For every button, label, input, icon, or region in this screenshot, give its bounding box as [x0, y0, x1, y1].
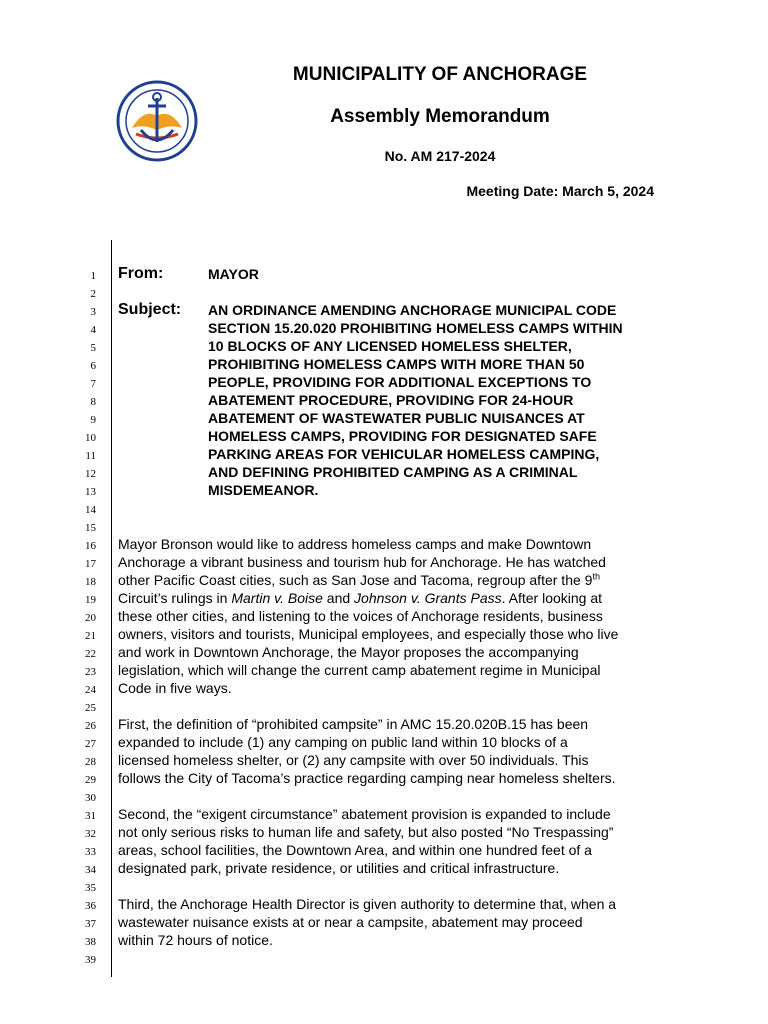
text-line: follows the City of Tacoma’s practice regarding camping near homeless shelters. [118, 770, 616, 786]
line-number: 1 [90, 270, 96, 282]
line-number: 21 [85, 630, 96, 642]
municipality-seal-icon [116, 80, 198, 162]
line-number: 16 [85, 540, 96, 552]
line-number: 30 [85, 792, 96, 804]
line-number: 7 [90, 378, 96, 390]
subject-line: AND DEFINING PROHIBITED CAMPING AS A CRIMINAL [208, 464, 578, 480]
line-number: 24 [85, 684, 96, 696]
subject-label: Subject: [118, 301, 182, 318]
text-line: Third, the Anchorage Health Director is given authority to determine that, when a [118, 896, 617, 912]
line-number: 34 [85, 864, 96, 876]
line-number: 29 [85, 774, 96, 786]
line-number: 11 [85, 450, 96, 462]
line-number: 36 [85, 900, 96, 912]
document-type: Assembly Memorandum [330, 106, 550, 127]
line-number: 15 [85, 522, 96, 534]
from-row [118, 265, 668, 283]
line-number: 28 [85, 756, 96, 768]
line-number: 10 [85, 432, 96, 444]
paragraph-first [118, 715, 668, 787]
subject-line: PARKING AREAS FOR VEHICULAR HOMELESS CAMPING, [208, 446, 600, 462]
text-line: Circuit’s rulings in Martin v. Boise and Johnson v. Grants Pass. After looking at [118, 590, 603, 606]
line-number: 37 [85, 918, 96, 930]
line-number: 27 [85, 738, 96, 750]
subject-line: HOMELESS CAMPS, PROVIDING FOR DESIGNATED SAFE [208, 428, 597, 444]
memo-body [118, 265, 668, 949]
subject-line: PROHIBITING HOMELESS CAMPS WITH MORE THAN 50 [208, 356, 585, 372]
subject-line: ABATEMENT PROCEDURE, PROVIDING FOR 24-HOUR [208, 392, 574, 408]
line-number: 26 [85, 720, 96, 732]
line-number: 23 [85, 666, 96, 678]
text-line: owners, visitors and tourists, Municipal employees, and especially those who live [118, 626, 619, 642]
line-number: 35 [85, 882, 96, 894]
subject-line: ABATEMENT OF WASTEWATER PUBLIC NUISANCES AT [208, 410, 585, 426]
paragraph-third [118, 895, 668, 949]
subject-row [118, 301, 668, 499]
line-number: 9 [90, 414, 96, 426]
line-number: 38 [85, 936, 96, 948]
line-number: 18 [85, 576, 96, 588]
paragraph-intro [118, 535, 668, 697]
text-line: First, the definition of “prohibited campsite” in AMC 15.20.020B.15 has been [118, 716, 589, 732]
line-number: 6 [90, 360, 96, 372]
ordinal-suffix: th [592, 571, 600, 582]
line-numbers [60, 267, 96, 969]
line-number: 14 [85, 504, 96, 516]
line-number: 39 [85, 954, 96, 966]
line-number: 5 [90, 342, 96, 354]
line-number: 19 [85, 594, 96, 606]
subject-line: 10 BLOCKS OF ANY LICENSED HOMELESS SHELTER, [208, 338, 572, 354]
text-line: these other cities, and listening to the voices of Anchorage residents, business [118, 608, 603, 624]
line-number: 3 [90, 306, 96, 318]
line-number: 22 [85, 648, 96, 660]
from-label: From: [118, 265, 164, 282]
case-name: Martin v. Boise [231, 590, 323, 606]
paragraph-second [118, 805, 668, 877]
text-line: wastewater nuisance exists at or near a campsite, abatement may proceed [118, 914, 583, 930]
subject-line: SECTION 15.20.020 PROHIBITING HOMELESS CAMPS WITHIN [208, 320, 623, 336]
line-number: 31 [85, 810, 96, 822]
organization-title: MUNICIPALITY OF ANCHORAGE [292, 64, 588, 85]
line-number: 17 [85, 558, 96, 570]
text-line: other Pacific Coast cities, such as San Jose and Tacoma, regroup after the 9th [118, 571, 600, 588]
text-line: legislation, which will change the current camp abatement regime in Municipal [118, 662, 601, 678]
line-number: 25 [85, 702, 96, 714]
text-line: Second, the “exigent circumstance” abatement provision is expanded to include [118, 806, 611, 822]
text-line: Anchorage a vibrant business and tourism hub for Anchorage. He has watched [118, 554, 606, 570]
subject-line: AN ORDINANCE AMENDING ANCHORAGE MUNICIPAL CODE [208, 302, 617, 318]
text-line: within 72 hours of notice. [118, 932, 273, 948]
text-line: Code in five ways. [118, 680, 232, 696]
text-line: designated park, private residence, or utilities and critical infrastructure. [118, 860, 560, 876]
margin-rule [111, 240, 112, 977]
line-number: 13 [85, 486, 96, 498]
text-line: areas, school facilities, the Downtown Area, and within one hundred feet of a [118, 842, 592, 858]
line-number: 32 [85, 828, 96, 840]
line-number: 4 [90, 324, 96, 336]
line-number: 2 [90, 288, 96, 300]
text-line: and work in Downtown Anchorage, the Mayor proposes the accompanying [118, 644, 579, 660]
memo-number: No. AM 217-2024 [384, 148, 496, 164]
from-value: MAYOR [208, 266, 259, 282]
line-number: 12 [85, 468, 96, 480]
line-number: 8 [90, 396, 96, 408]
line-number: 33 [85, 846, 96, 858]
text-line: not only serious risks to human life and safety, but also posted “No Trespassing” [118, 824, 614, 840]
subject-text [208, 301, 668, 499]
meeting-date: Meeting Date: March 5, 2024 [466, 183, 654, 199]
text-line: licensed homeless shelter, or (2) any campsite with over 50 individuals. This [118, 752, 589, 768]
case-name: Johnson v. Grants Pass [354, 590, 502, 606]
text-line: expanded to include (1) any camping on public land within 10 blocks of a [118, 734, 568, 750]
line-number: 20 [85, 612, 96, 624]
subject-line: MISDEMEANOR. [208, 482, 319, 498]
text-line: Mayor Bronson would like to address homeless camps and make Downtown [118, 536, 592, 552]
subject-line: PEOPLE, PROVIDING FOR ADDITIONAL EXCEPTIONS TO [208, 374, 592, 390]
